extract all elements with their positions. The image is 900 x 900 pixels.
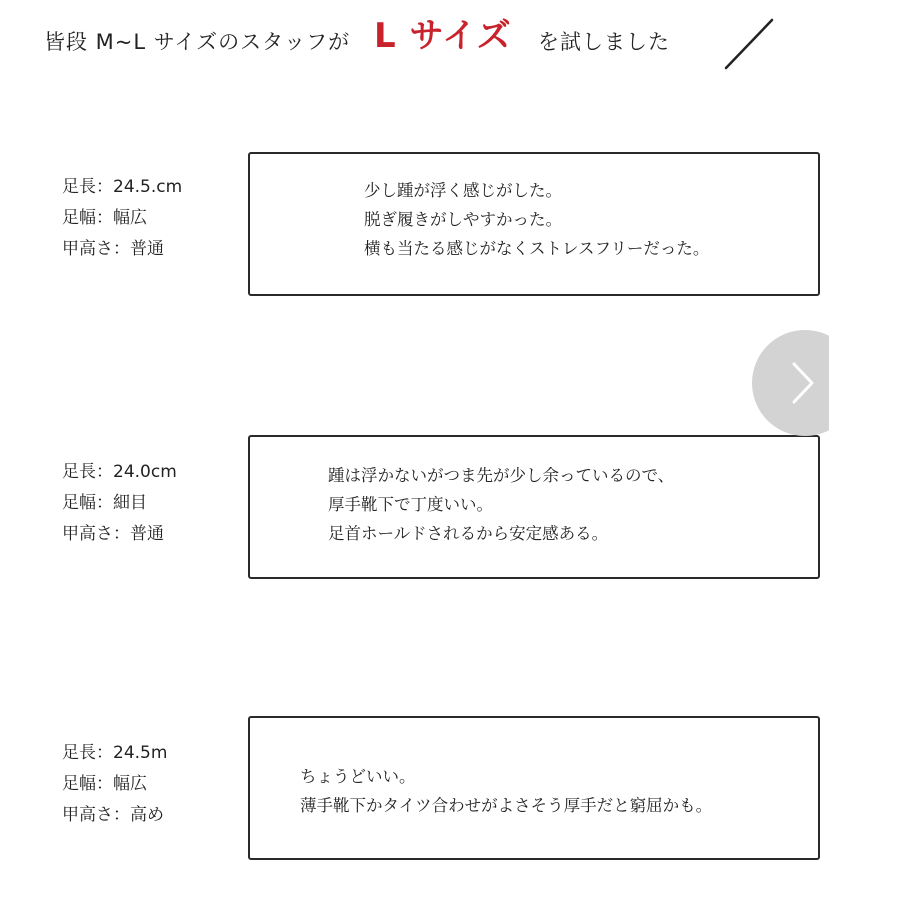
comment-text: [364, 176, 709, 263]
foot-length: 足長：24.5m: [62, 743, 168, 763]
staff-review-1: [0, 150, 900, 300]
next-button[interactable]: [752, 330, 829, 436]
header-prefix: 皆段 M~L サイズのスタッフが: [44, 30, 351, 54]
comment-box: [248, 716, 820, 860]
staff-review-3: [0, 714, 900, 864]
instep-height: 甲高さ：高め: [62, 805, 164, 825]
foot-width: 足幅：幅広: [62, 208, 147, 228]
slash-icon: [724, 18, 774, 70]
foot-width: 足幅：幅広: [62, 774, 147, 794]
comment-line: 脱ぎ履きがしやすかった。: [364, 210, 562, 229]
comment-line: 少し踵が浮く感じがした。: [364, 181, 562, 200]
comment-text: [300, 762, 712, 820]
comment-box: [248, 152, 820, 296]
comment-line: 足首ホールドされるから安定感ある。: [328, 524, 609, 543]
staff-review-2: [0, 433, 900, 583]
foot-length: 足長：24.0cm: [62, 462, 177, 482]
foot-specs: [62, 172, 182, 265]
foot-specs: [62, 457, 177, 550]
instep-height: 甲高さ：普通: [62, 239, 164, 259]
comment-text: [328, 461, 674, 548]
chevron-right-icon: [788, 360, 818, 406]
comment-line: 厚手靴下で丁度いい。: [328, 495, 493, 514]
comment-line: ちょうどいい。: [300, 767, 416, 786]
foot-length: 足長：24.5.cm: [62, 177, 183, 197]
header-suffix: を試しました: [538, 30, 670, 54]
comment-box: [248, 435, 820, 579]
comment-line: 踵は浮かないがつま先が少し余っているので、: [328, 466, 675, 485]
foot-width: 足幅：細目: [62, 493, 147, 513]
header: [44, 6, 744, 66]
foot-specs: [62, 738, 167, 831]
header-size-label: L サイズ: [374, 16, 512, 56]
comment-line: 薄手靴下かタイツ合わせがよさそう厚手だと窮屈かも。: [300, 796, 713, 815]
comment-line: 横も当たる感じがなくストレスフリーだった。: [364, 239, 710, 258]
instep-height: 甲高さ：普通: [62, 524, 164, 544]
